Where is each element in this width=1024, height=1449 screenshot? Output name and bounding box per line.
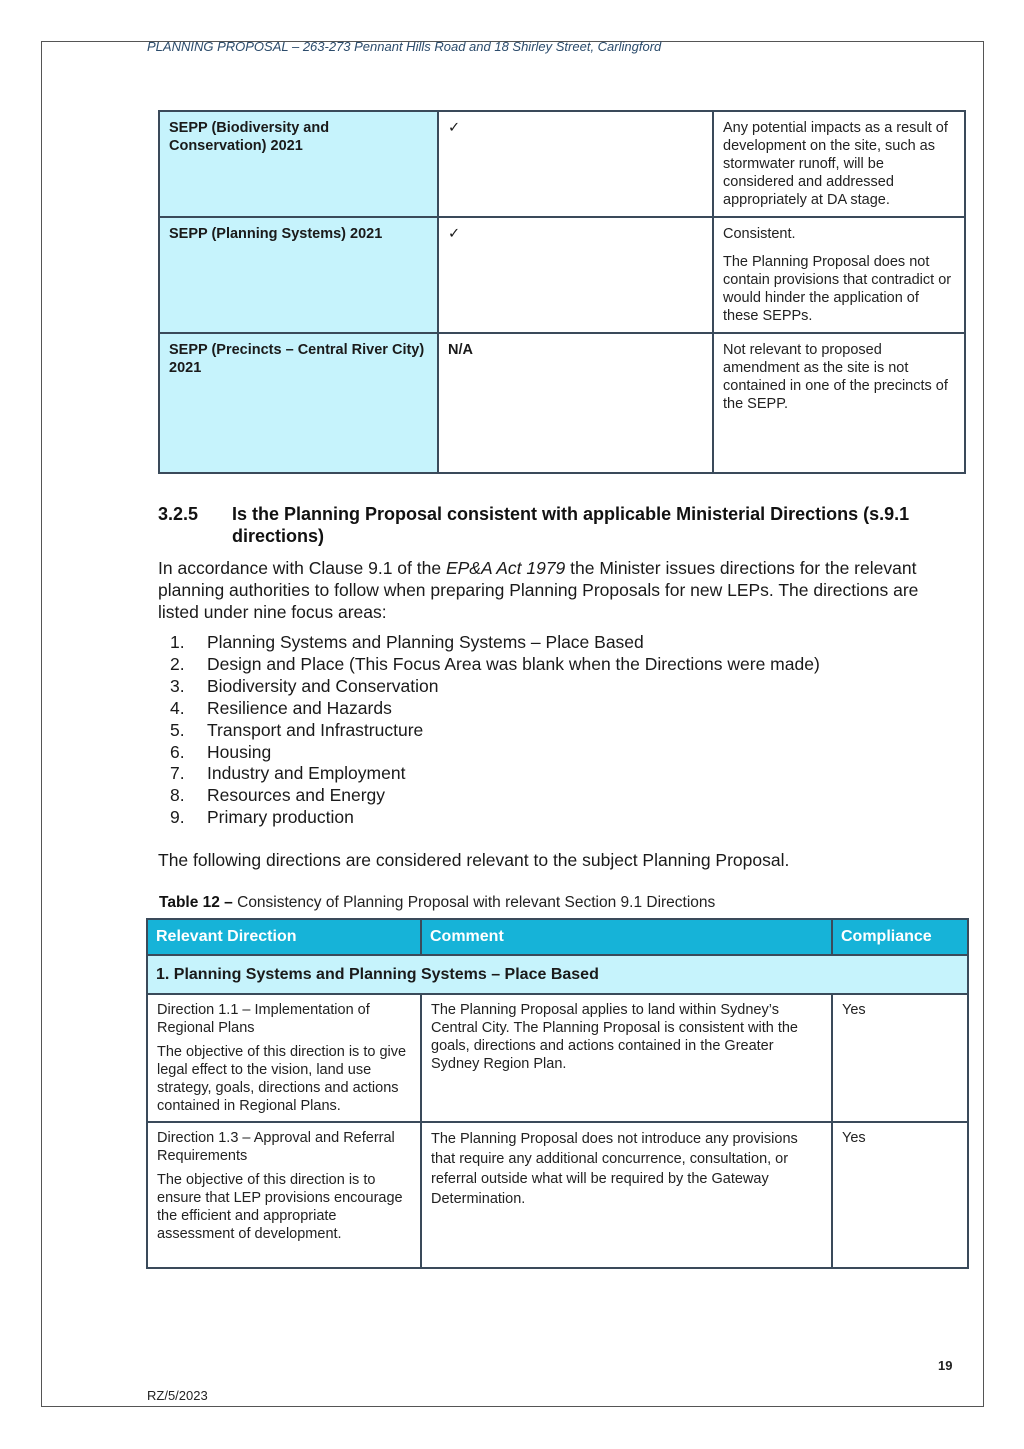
checkmark-icon: ✓: [438, 217, 713, 333]
sepp-mark: N/A: [438, 333, 713, 473]
focus-area-list: [158, 632, 820, 829]
compliance-cell: Yes: [832, 1122, 968, 1268]
group-label: 1. Planning Systems and Planning Systems – Place Based: [147, 955, 968, 994]
table-row: [147, 994, 968, 1122]
direction-cell: [147, 994, 421, 1122]
list-text: Primary production: [207, 807, 354, 828]
list-number: 7.: [170, 763, 185, 784]
section-heading: [158, 503, 958, 547]
sepp-note: [713, 217, 965, 333]
table-row: [159, 111, 965, 217]
column-header: Comment: [421, 919, 832, 955]
note-text: Any potential impacts as a result of development on the site, such as stormwater runoff, will be considered and addressed appropriately at DA stage.: [723, 120, 948, 208]
intro-paragraph: [158, 557, 958, 623]
comment-cell: The Planning Proposal applies to land within Sydney’s Central City. The Planning Proposal is consistent with the goals, directions and actions contained in the Greater Sydney Region Plan.: [421, 994, 832, 1122]
table-caption: [159, 894, 715, 912]
list-number: 8.: [170, 785, 185, 806]
list-item: [158, 720, 820, 742]
list-number: 9.: [170, 807, 185, 828]
direction-cell: [147, 1122, 421, 1268]
document-reference: RZ/5/2023: [147, 1388, 208, 1403]
section-title: Is the Planning Proposal consistent with applicable Ministerial Directions (s.9.1 directions): [232, 504, 910, 546]
note-text: The Planning Proposal does not contain provisions that contradict or would hinder the application of these SEPPs.: [723, 254, 952, 324]
sepp-name: SEPP (Planning Systems) 2021: [159, 217, 438, 333]
list-number: 4.: [170, 697, 185, 718]
intro-text: the Minister issues directions for the relevant planning authorities to follow when preparing Planning Proposals for new LEPs. The directions are listed under nine focus areas:: [158, 558, 919, 622]
page-number: 19: [938, 1358, 953, 1373]
sepp-name: SEPP (Precincts – Central River City) 2021: [159, 333, 438, 473]
list-item: [158, 632, 820, 654]
sepp-table: [158, 110, 966, 474]
list-item: [158, 742, 820, 764]
list-number: 6.: [170, 741, 185, 762]
table-row: [159, 217, 965, 333]
direction-title: Direction 1.3 – Approval and Referral Requirements: [157, 1130, 395, 1164]
list-text: Design and Place (This Focus Area was blank when the Directions were made): [207, 653, 820, 674]
list-number: 2.: [170, 653, 185, 674]
list-item: [158, 654, 820, 676]
directions-table: [146, 918, 969, 1269]
running-header: PLANNING PROPOSAL – 263-273 Pennant Hills Road and 18 Shirley Street, Carlingford: [147, 39, 662, 54]
list-text: Housing: [207, 741, 272, 762]
note-text: Consistent.: [723, 226, 796, 242]
act-name: EP&A Act 1979: [445, 558, 566, 578]
intro-text: In accordance with Clause 9.1 of the: [158, 558, 446, 578]
list-text: Industry and Employment: [207, 763, 406, 784]
list-item: [158, 698, 820, 720]
list-number: 1.: [170, 632, 185, 652]
list-item: [158, 807, 820, 829]
section-number: 3.2.5: [158, 504, 199, 524]
caption-label: Table 12 –: [159, 894, 233, 911]
list-text: Biodiversity and Conservation: [207, 675, 439, 696]
compliance-cell: Yes: [832, 994, 968, 1122]
checkmark-icon: ✓: [438, 111, 713, 217]
sepp-name: SEPP (Biodiversity and Conservation) 2021: [159, 111, 438, 217]
table-header-row: [147, 919, 968, 955]
note-text: Not relevant to proposed amendment as the site is not contained in one of the precincts of the SEPP.: [723, 342, 948, 412]
list-item: [158, 763, 820, 785]
sepp-note: [713, 333, 965, 473]
comment-cell: The Planning Proposal does not introduce any provisions that require any additional concurrence, consultation, or referral outside what will be required by the Gateway Determination.: [421, 1122, 832, 1268]
list-text: Planning Systems and Planning Systems – Place Based: [207, 632, 644, 652]
group-row: [147, 955, 968, 994]
table-row: [147, 1122, 968, 1268]
sepp-note: [713, 111, 965, 217]
relevance-statement: The following directions are considered relevant to the subject Planning Proposal.: [158, 850, 790, 870]
list-text: Resources and Energy: [207, 785, 386, 806]
list-item: [158, 676, 820, 698]
list-text: Transport and Infrastructure: [207, 719, 424, 740]
table-row: [159, 333, 965, 473]
list-number: 3.: [170, 675, 185, 696]
direction-title: Direction 1.1 – Implementation of Regional Plans: [157, 1002, 370, 1036]
direction-objective: The objective of this direction is to give legal effect to the vision, land use strategy, goals, directions and actions contained in Regional Plans.: [157, 1044, 407, 1114]
list-item: [158, 785, 820, 807]
column-header: Compliance: [832, 919, 968, 955]
list-number: 5.: [170, 719, 185, 740]
caption-text: Consistency of Planning Proposal with relevant Section 9.1 Directions: [232, 894, 716, 911]
direction-objective: The objective of this direction is to ensure that LEP provisions encourage the efficient and appropriate assessment of development.: [157, 1172, 403, 1242]
column-header: Relevant Direction: [147, 919, 421, 955]
list-text: Resilience and Hazards: [207, 697, 392, 718]
